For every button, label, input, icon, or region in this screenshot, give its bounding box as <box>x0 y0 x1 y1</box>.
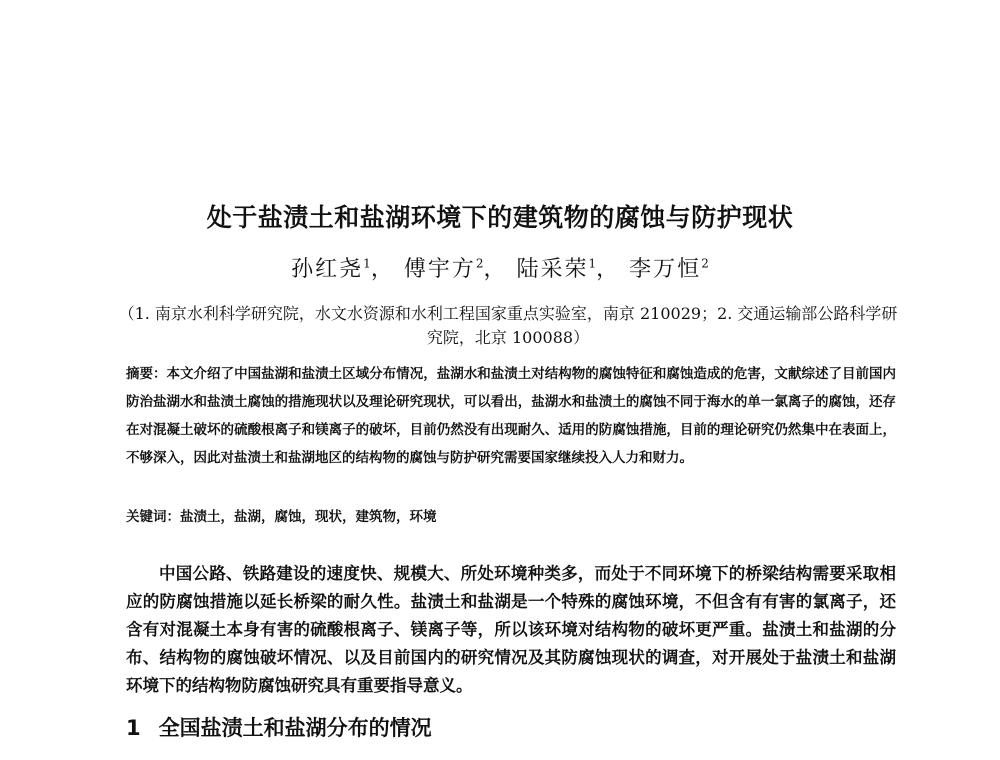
intro-paragraph: 中国公路、铁路建设的速度快、规模大、所处环境种类多，而处于不同环境下的桥梁结构需要采取相应的防腐蚀措施以延长桥梁的耐久性。盐渍土和盐湖是一个特殊的腐蚀环境，不但含有有害的氯离子，还含有对混凝土本身有害的硫酸根离子、镁离子等，所以该环境对结构物的破坏更严重。盐渍土和盐湖的分布、结构物的腐蚀破坏情况、以及目前国内的研究情况及其防腐蚀现状的调查，对开展处于盐渍土和盐湖环境下的结构物防腐蚀研究具有重要指导意义。 <box>126 564 896 695</box>
author-affiliation-mark: 2 <box>701 256 709 271</box>
author-separator: ， <box>370 257 395 282</box>
author-name: 傅宇方 <box>403 257 476 282</box>
abstract <box>126 360 896 472</box>
author-name: 李万恒 <box>629 257 702 282</box>
section-title: 全国盐渍土和盐湖分布的情况 <box>158 716 432 740</box>
paper-title: 处于盐渍土和盐湖环境下的建筑物的腐蚀与防护现状 <box>206 203 794 232</box>
author-separator: ， <box>483 257 508 282</box>
affiliation: （1. 南京水利科学研究院，水文水资源和水利工程国家重点实验室，南京 210029；2. 交通运输部公路科学研究院，北京 100088） <box>118 304 898 347</box>
author-affiliation-mark: 1 <box>588 256 597 271</box>
author-name: 孙红尧 <box>291 257 364 282</box>
section-number: 1 <box>126 716 141 740</box>
author-list <box>0 252 1000 283</box>
keywords <box>126 503 896 531</box>
section-heading <box>126 712 432 742</box>
author-affiliation-mark: 2 <box>475 256 484 271</box>
author-separator: ， <box>596 257 621 282</box>
keywords-text: 盐渍土，盐湖，腐蚀，现状，建筑物，环境 <box>180 509 437 525</box>
abstract-label: 摘要： <box>126 366 167 382</box>
abstract-text: 本文介绍了中国盐湖和盐渍土区域分布情况，盐湖水和盐渍土对结构物的腐蚀特征和腐蚀造成的危害，文献综述了目前国内防治盐湖水和盐渍土腐蚀的措施现状以及理论研究现状，可以看出，盐湖水和盐渍土的腐蚀不同于海水的单一氯离子的腐蚀，还存在对混凝土破坏的硫酸根离子和镁离子的破坏，目前仍然没有出现耐久、适用的防腐蚀措施，目前的理论研究仍然集中在表面上，不够深入，因此对盐渍土和盐湖地区的结构物的腐蚀与防护研究需要国家继续投入人力和财力。 <box>126 366 897 466</box>
keywords-label: 关键词： <box>126 509 180 525</box>
author-name: 陆采荣 <box>516 257 589 282</box>
author-affiliation-mark: 1 <box>363 256 371 271</box>
